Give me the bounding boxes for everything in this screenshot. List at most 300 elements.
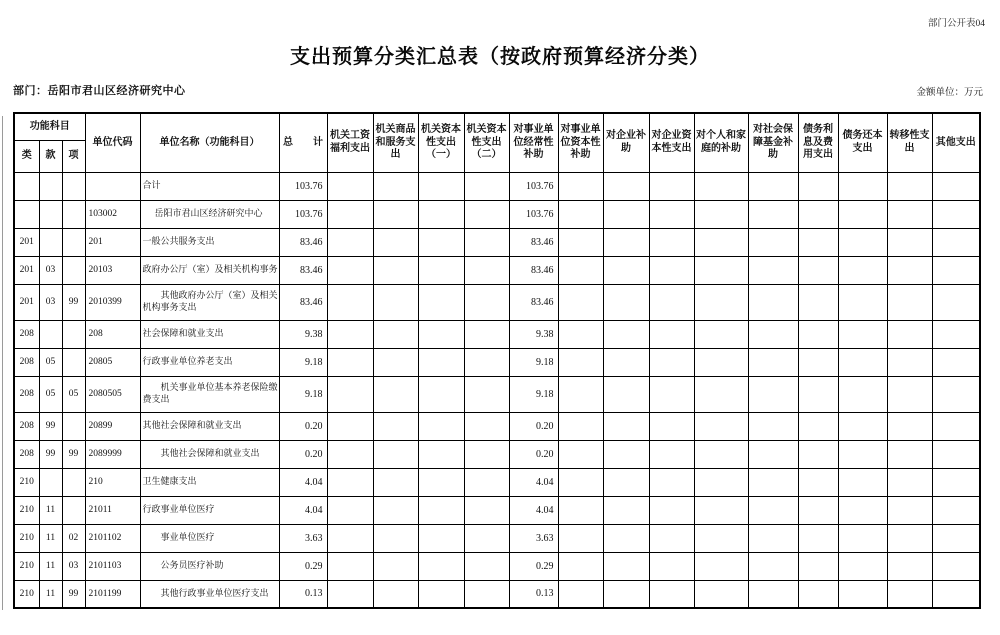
- cell-econ-11: [838, 552, 887, 580]
- cell-lei: 208: [14, 376, 39, 412]
- cell-xiang: [62, 256, 85, 284]
- cell-econ-13: [932, 440, 980, 468]
- cell-xiang: 02: [62, 524, 85, 552]
- cell-econ-3: [464, 200, 509, 228]
- cell-unit-code: 208: [85, 320, 140, 348]
- cell-unit-code: 2101199: [85, 580, 140, 608]
- cell-xiang: [62, 320, 85, 348]
- cell-total: 9.18: [279, 376, 327, 412]
- cell-unit-name: 事业单位医疗: [140, 524, 279, 552]
- cell-unit-code: 20805: [85, 348, 140, 376]
- cell-econ-0: [327, 496, 373, 524]
- cell-econ-7: [649, 468, 694, 496]
- cell-econ-0: [327, 552, 373, 580]
- cell-unit-code: 2010399: [85, 284, 140, 320]
- cell-econ-8: [694, 412, 748, 440]
- cell-econ-2: [418, 320, 464, 348]
- cell-lei: [14, 172, 39, 200]
- cell-econ-6: [603, 228, 649, 256]
- meta-row: [13, 82, 983, 98]
- cell-lei: 208: [14, 440, 39, 468]
- cell-econ-11: [838, 284, 887, 320]
- cell-econ-9: [748, 228, 798, 256]
- cell-econ-8: [694, 320, 748, 348]
- cell-xiang: [62, 412, 85, 440]
- cell-econ-11: [838, 440, 887, 468]
- cell-econ-10: [798, 172, 838, 200]
- cell-unit-code: 2080505: [85, 376, 140, 412]
- cell-econ-12: [887, 348, 932, 376]
- cell-lei: 210: [14, 496, 39, 524]
- cell-econ-4: 103.76: [509, 200, 558, 228]
- cell-econ-0: [327, 524, 373, 552]
- cell-econ-6: [603, 172, 649, 200]
- cell-econ-12: [887, 228, 932, 256]
- cell-econ-4: 83.46: [509, 256, 558, 284]
- cell-kuan: 11: [39, 580, 62, 608]
- cell-unit-name: 一般公共服务支出: [140, 228, 279, 256]
- cell-lei: 201: [14, 284, 39, 320]
- cell-econ-5: [558, 412, 603, 440]
- cell-unit-name: 其他社会保障和就业支出: [140, 412, 279, 440]
- cell-kuan: 05: [39, 376, 62, 412]
- cell-econ-3: [464, 496, 509, 524]
- table-row: [14, 580, 980, 608]
- cell-kuan: 11: [39, 524, 62, 552]
- table-header: [14, 113, 980, 172]
- cell-econ-9: [748, 468, 798, 496]
- cell-econ-10: [798, 320, 838, 348]
- cell-econ-12: [887, 496, 932, 524]
- cell-econ-8: [694, 496, 748, 524]
- cell-econ-0: [327, 440, 373, 468]
- cell-econ-2: [418, 496, 464, 524]
- column-header-unit-name: 单位名称（功能科目）: [140, 113, 279, 172]
- cell-econ-10: [798, 200, 838, 228]
- cell-econ-8: [694, 228, 748, 256]
- cell-econ-10: [798, 256, 838, 284]
- cell-unit-code: [85, 172, 140, 200]
- cell-unit-name: 机关事业单位基本养老保险缴费支出: [140, 376, 279, 412]
- cell-econ-5: [558, 348, 603, 376]
- cell-econ-7: [649, 412, 694, 440]
- cell-unit-name: 岳阳市君山区经济研究中心: [140, 200, 279, 228]
- cell-econ-7: [649, 284, 694, 320]
- cell-econ-2: [418, 440, 464, 468]
- cell-econ-2: [418, 228, 464, 256]
- budget-summary-table: [13, 112, 981, 609]
- cell-econ-13: [932, 320, 980, 348]
- cell-econ-8: [694, 468, 748, 496]
- cell-econ-0: [327, 172, 373, 200]
- cell-kuan: 99: [39, 440, 62, 468]
- cell-econ-3: [464, 412, 509, 440]
- column-header-econ-3: 机关资本性支出（二）: [464, 113, 509, 172]
- cell-unit-code: 2089999: [85, 440, 140, 468]
- cell-econ-11: [838, 200, 887, 228]
- cell-econ-4: 0.20: [509, 412, 558, 440]
- cell-lei: 208: [14, 412, 39, 440]
- cell-unit-code: 2101102: [85, 524, 140, 552]
- cell-econ-7: [649, 440, 694, 468]
- cell-econ-4: 3.63: [509, 524, 558, 552]
- cell-econ-2: [418, 552, 464, 580]
- cell-econ-11: [838, 580, 887, 608]
- cell-unit-code: 103002: [85, 200, 140, 228]
- cell-econ-1: [373, 524, 418, 552]
- cell-kuan: [39, 468, 62, 496]
- doc-number-label: 部门公开表04: [927, 19, 985, 29]
- cell-total: 0.13: [279, 580, 327, 608]
- cell-econ-3: [464, 440, 509, 468]
- cell-econ-8: [694, 172, 748, 200]
- cell-econ-0: [327, 376, 373, 412]
- cell-econ-13: [932, 348, 980, 376]
- cell-econ-1: [373, 320, 418, 348]
- cell-econ-4: 9.38: [509, 320, 558, 348]
- table-row: [14, 172, 980, 200]
- cell-total: 0.29: [279, 552, 327, 580]
- cell-kuan: 03: [39, 256, 62, 284]
- cell-econ-3: [464, 284, 509, 320]
- cell-unit-code: 20899: [85, 412, 140, 440]
- cell-econ-1: [373, 172, 418, 200]
- cell-econ-7: [649, 524, 694, 552]
- cell-total: 9.18: [279, 348, 327, 376]
- cell-econ-5: [558, 468, 603, 496]
- cell-econ-13: [932, 412, 980, 440]
- cell-econ-1: [373, 284, 418, 320]
- cell-econ-2: [418, 412, 464, 440]
- cell-econ-1: [373, 440, 418, 468]
- cell-xiang: 99: [62, 580, 85, 608]
- cell-econ-0: [327, 320, 373, 348]
- cell-econ-1: [373, 228, 418, 256]
- table-body: [14, 172, 980, 608]
- cell-econ-6: [603, 376, 649, 412]
- cell-econ-4: 103.76: [509, 172, 558, 200]
- cell-econ-9: [748, 524, 798, 552]
- cell-econ-8: [694, 580, 748, 608]
- cell-econ-6: [603, 440, 649, 468]
- cell-econ-13: [932, 200, 980, 228]
- cell-kuan: 11: [39, 496, 62, 524]
- cell-econ-8: [694, 524, 748, 552]
- cell-econ-7: [649, 228, 694, 256]
- cell-econ-12: [887, 552, 932, 580]
- cell-econ-5: [558, 320, 603, 348]
- cell-lei: 208: [14, 320, 39, 348]
- table-row: [14, 552, 980, 580]
- cell-econ-7: [649, 348, 694, 376]
- cell-econ-5: [558, 376, 603, 412]
- cell-lei: [14, 200, 39, 228]
- cell-econ-9: [748, 284, 798, 320]
- cell-xiang: [62, 172, 85, 200]
- cell-unit-code: 210: [85, 468, 140, 496]
- cell-total: 83.46: [279, 228, 327, 256]
- column-header-kuan: 款: [39, 140, 62, 172]
- cell-econ-12: [887, 440, 932, 468]
- cell-econ-12: [887, 284, 932, 320]
- cell-econ-6: [603, 580, 649, 608]
- cell-econ-9: [748, 320, 798, 348]
- cell-econ-9: [748, 200, 798, 228]
- cell-econ-3: [464, 524, 509, 552]
- cell-econ-12: [887, 524, 932, 552]
- cell-econ-9: [748, 580, 798, 608]
- cell-econ-4: 0.13: [509, 580, 558, 608]
- column-header-econ-4: 对事业单位经常性补助: [509, 113, 558, 172]
- cell-econ-3: [464, 580, 509, 608]
- cell-econ-10: [798, 552, 838, 580]
- column-header-econ-11: 债务还本支出: [838, 113, 887, 172]
- cell-total: 0.20: [279, 412, 327, 440]
- cell-econ-0: [327, 200, 373, 228]
- cell-econ-12: [887, 172, 932, 200]
- cell-econ-7: [649, 496, 694, 524]
- cell-lei: 210: [14, 552, 39, 580]
- column-header-econ-6: 对企业补助: [603, 113, 649, 172]
- cell-econ-5: [558, 228, 603, 256]
- column-header-unit-code: 单位代码: [85, 113, 140, 172]
- cell-total: 103.76: [279, 172, 327, 200]
- cell-econ-11: [838, 412, 887, 440]
- column-header-econ-13: 其他支出: [932, 113, 980, 172]
- cell-lei: 210: [14, 468, 39, 496]
- cell-total: 83.46: [279, 284, 327, 320]
- cell-econ-2: [418, 284, 464, 320]
- cell-econ-4: 4.04: [509, 468, 558, 496]
- cell-econ-10: [798, 228, 838, 256]
- cell-econ-12: [887, 320, 932, 348]
- column-header-econ-7: 对企业资本性支出: [649, 113, 694, 172]
- cell-econ-12: [887, 468, 932, 496]
- cell-total: 103.76: [279, 200, 327, 228]
- cell-econ-12: [887, 256, 932, 284]
- cell-unit-code: 21011: [85, 496, 140, 524]
- cell-econ-13: [932, 228, 980, 256]
- cell-xiang: 03: [62, 552, 85, 580]
- cell-econ-2: [418, 348, 464, 376]
- cell-unit-name: 行政事业单位养老支出: [140, 348, 279, 376]
- cell-econ-4: 4.04: [509, 496, 558, 524]
- cell-econ-7: [649, 256, 694, 284]
- cell-econ-5: [558, 440, 603, 468]
- page-title: 支出预算分类汇总表（按政府预算经济分类）: [290, 46, 710, 68]
- table-row: [14, 228, 980, 256]
- column-header-econ-2: 机关资本性支出（一）: [418, 113, 464, 172]
- cell-econ-11: [838, 256, 887, 284]
- cell-xiang: [62, 496, 85, 524]
- cell-unit-name: 行政事业单位医疗: [140, 496, 279, 524]
- table-row: [14, 320, 980, 348]
- cell-econ-8: [694, 284, 748, 320]
- cell-econ-11: [838, 228, 887, 256]
- cell-unit-name: 卫生健康支出: [140, 468, 279, 496]
- table-row: [14, 468, 980, 496]
- cell-econ-8: [694, 348, 748, 376]
- cell-econ-12: [887, 412, 932, 440]
- cell-unit-name: 公务员医疗补助: [140, 552, 279, 580]
- cell-econ-13: [932, 256, 980, 284]
- cell-econ-13: [932, 524, 980, 552]
- cell-econ-2: [418, 580, 464, 608]
- cell-kuan: 99: [39, 412, 62, 440]
- cell-econ-5: [558, 284, 603, 320]
- table-row: [14, 376, 980, 412]
- cell-econ-3: [464, 172, 509, 200]
- cell-econ-6: [603, 256, 649, 284]
- cell-econ-4: 0.20: [509, 440, 558, 468]
- scan-edge-artifact: [2, 116, 3, 610]
- cell-unit-name: 政府办公厅（室）及相关机构事务: [140, 256, 279, 284]
- cell-econ-1: [373, 376, 418, 412]
- cell-kuan: 05: [39, 348, 62, 376]
- cell-econ-9: [748, 440, 798, 468]
- cell-econ-5: [558, 200, 603, 228]
- cell-econ-5: [558, 172, 603, 200]
- cell-econ-6: [603, 552, 649, 580]
- cell-unit-name: 社会保障和就业支出: [140, 320, 279, 348]
- column-header-econ-12: 转移性支出: [887, 113, 932, 172]
- cell-econ-5: [558, 524, 603, 552]
- column-header-econ-9: 对社会保障基金补助: [748, 113, 798, 172]
- cell-kuan: [39, 200, 62, 228]
- cell-xiang: 99: [62, 284, 85, 320]
- cell-total: 0.20: [279, 440, 327, 468]
- cell-econ-0: [327, 412, 373, 440]
- cell-unit-code: 2101103: [85, 552, 140, 580]
- cell-econ-4: 9.18: [509, 376, 558, 412]
- cell-econ-10: [798, 468, 838, 496]
- cell-econ-9: [748, 552, 798, 580]
- column-header-econ-10: 债务利息及费用支出: [798, 113, 838, 172]
- cell-econ-8: [694, 440, 748, 468]
- table-row: [14, 348, 980, 376]
- cell-econ-3: [464, 228, 509, 256]
- cell-econ-2: [418, 256, 464, 284]
- cell-econ-9: [748, 172, 798, 200]
- cell-econ-6: [603, 468, 649, 496]
- cell-lei: 208: [14, 348, 39, 376]
- column-header-xiang: 项: [62, 140, 85, 172]
- table-row: [14, 524, 980, 552]
- column-header-func-group: 功能科目: [14, 113, 85, 140]
- cell-econ-0: [327, 348, 373, 376]
- cell-econ-10: [798, 412, 838, 440]
- cell-econ-4: 9.18: [509, 348, 558, 376]
- table-row: [14, 284, 980, 320]
- cell-econ-2: [418, 200, 464, 228]
- cell-econ-11: [838, 320, 887, 348]
- cell-kuan: 03: [39, 284, 62, 320]
- cell-econ-8: [694, 552, 748, 580]
- cell-econ-1: [373, 468, 418, 496]
- table-row: [14, 496, 980, 524]
- cell-econ-5: [558, 496, 603, 524]
- cell-econ-2: [418, 524, 464, 552]
- column-header-total: 总 计: [279, 113, 327, 172]
- cell-econ-4: 83.46: [509, 228, 558, 256]
- cell-econ-6: [603, 320, 649, 348]
- cell-econ-3: [464, 320, 509, 348]
- cell-econ-7: [649, 172, 694, 200]
- cell-econ-10: [798, 580, 838, 608]
- cell-econ-7: [649, 376, 694, 412]
- cell-xiang: 99: [62, 440, 85, 468]
- cell-total: 4.04: [279, 468, 327, 496]
- column-header-lei: 类: [14, 140, 39, 172]
- column-header-econ-0: 机关工资福利支出: [327, 113, 373, 172]
- cell-econ-1: [373, 496, 418, 524]
- cell-econ-7: [649, 320, 694, 348]
- cell-econ-11: [838, 468, 887, 496]
- cell-total: 3.63: [279, 524, 327, 552]
- cell-econ-11: [838, 524, 887, 552]
- cell-econ-2: [418, 376, 464, 412]
- cell-econ-6: [603, 348, 649, 376]
- header-row-top: [14, 113, 980, 140]
- cell-unit-name: 其他行政事业单位医疗支出: [140, 580, 279, 608]
- cell-econ-0: [327, 468, 373, 496]
- table-row: [14, 412, 980, 440]
- cell-econ-9: [748, 376, 798, 412]
- cell-unit-name: 其他政府办公厅（室）及相关机构事务支出: [140, 284, 279, 320]
- cell-econ-10: [798, 440, 838, 468]
- cell-total: 9.38: [279, 320, 327, 348]
- table-row: [14, 256, 980, 284]
- cell-econ-13: [932, 496, 980, 524]
- cell-econ-1: [373, 256, 418, 284]
- cell-lei: 201: [14, 228, 39, 256]
- cell-econ-1: [373, 552, 418, 580]
- cell-econ-11: [838, 172, 887, 200]
- cell-econ-2: [418, 468, 464, 496]
- cell-unit-code: 20103: [85, 256, 140, 284]
- cell-econ-5: [558, 552, 603, 580]
- cell-xiang: [62, 348, 85, 376]
- cell-econ-2: [418, 172, 464, 200]
- cell-econ-3: [464, 348, 509, 376]
- cell-econ-6: [603, 524, 649, 552]
- cell-unit-code: 201: [85, 228, 140, 256]
- cell-econ-10: [798, 348, 838, 376]
- cell-lei: 210: [14, 524, 39, 552]
- cell-econ-13: [932, 580, 980, 608]
- cell-unit-name: 合计: [140, 172, 279, 200]
- cell-econ-8: [694, 256, 748, 284]
- cell-econ-6: [603, 412, 649, 440]
- cell-econ-12: [887, 580, 932, 608]
- cell-econ-1: [373, 200, 418, 228]
- cell-kuan: [39, 228, 62, 256]
- cell-lei: 210: [14, 580, 39, 608]
- cell-econ-3: [464, 376, 509, 412]
- cell-econ-7: [649, 580, 694, 608]
- cell-econ-10: [798, 496, 838, 524]
- cell-total: 4.04: [279, 496, 327, 524]
- cell-econ-0: [327, 580, 373, 608]
- cell-econ-3: [464, 256, 509, 284]
- column-header-econ-1: 机关商品和服务支出: [373, 113, 418, 172]
- cell-econ-5: [558, 580, 603, 608]
- cell-xiang: 05: [62, 376, 85, 412]
- amount-unit-label: 金额单位：万元: [916, 88, 983, 98]
- cell-econ-13: [932, 172, 980, 200]
- cell-econ-1: [373, 580, 418, 608]
- cell-econ-1: [373, 412, 418, 440]
